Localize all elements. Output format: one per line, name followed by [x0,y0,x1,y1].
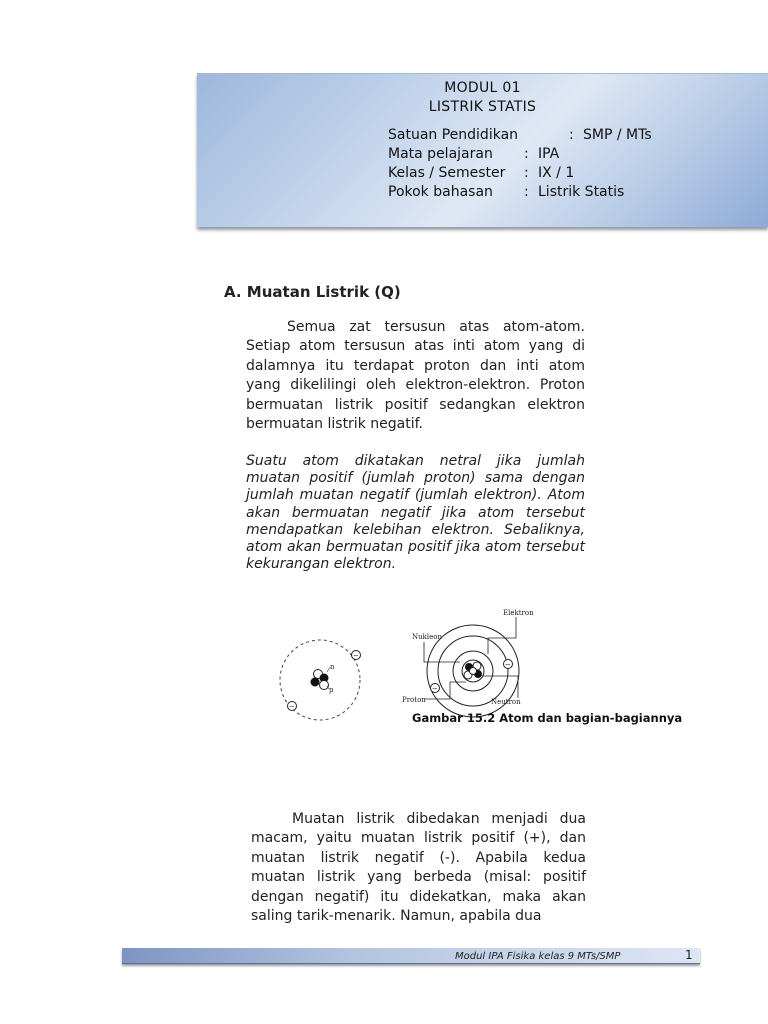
meta-colon: : [524,165,529,181]
meta-colon: : [569,127,574,143]
meta-key: Satuan Pendidikan [388,127,519,143]
figure-caption: Gambar 15.2 Atom dan bagian-bagiannya [412,711,683,725]
meta-key: Pokok bahasan [388,184,493,200]
label-elektron: Elektron [503,609,534,617]
meta-colon: : [524,146,529,162]
meta-value: SMP / MTs [583,127,652,143]
module-number: MODUL 01 [444,80,521,96]
footer-text: Modul IPA Fisika kelas 9 MTs/SMP [455,951,621,962]
section-heading: A. Muatan Listrik (Q) [224,283,401,301]
labeled-atom-diagram [398,606,538,714]
meta-key: Mata pelajaran [388,146,493,162]
module-header [197,73,768,227]
meta-colon: : [524,184,529,200]
electron-sign: − [432,684,438,693]
paragraph-atoms: Semua zat tersusun atas atom-atom. Setiap atom tersusun atas inti atom yang di dalamnya itu terdapat proton dan inti atom yang dikelilingi oleh elektron-elektron. Proton bermuatan listrik positif sedangkan elektron bermuatan listrik negatif. [246,319,585,433]
paragraph-neutral-atom: Suatu atom dikatakan netral jika jumlah muatan positif (jumlah proton) sama dengan jumlah muatan negatif (jumlah elektron). Atom akan bermuatan negatif jika atom tersebut mendapatkan kelebihan elektron. Sebaliknya, atom akan bermuatan positif jika atom tersebut kekurangan elektron. [246,453,585,573]
label-nukleon: Nukleon [412,633,442,641]
module-title: LISTRIK STATIS [428,99,537,115]
label-n: n [330,663,335,671]
label-p: p [329,686,334,694]
electron-sign: − [353,651,359,660]
meta-value: Listrik Statis [538,184,625,200]
label-neutron: Neutron [491,698,521,706]
meta-value: IX / 1 [538,165,575,181]
page-number: 1 [685,948,693,962]
electron-sign: − [505,660,511,669]
label-proton: Proton [402,696,426,704]
meta-value: IPA [538,146,560,162]
paragraph-charge-types: Muatan listrik dibedakan menjadi dua macam, yaitu muatan listrik positif (+), dan muatan listrik negatif (-). Apabila kedua muatan listrik yang berbeda (misal: positif dengan negatif) itu didekatkan, maka akan saling tarik-menarik. Namun, apabila dua [251,811,586,925]
simple-atom-diagram [272,632,368,728]
electron-sign: − [289,702,295,711]
meta-key: Kelas / Semester [388,165,506,181]
